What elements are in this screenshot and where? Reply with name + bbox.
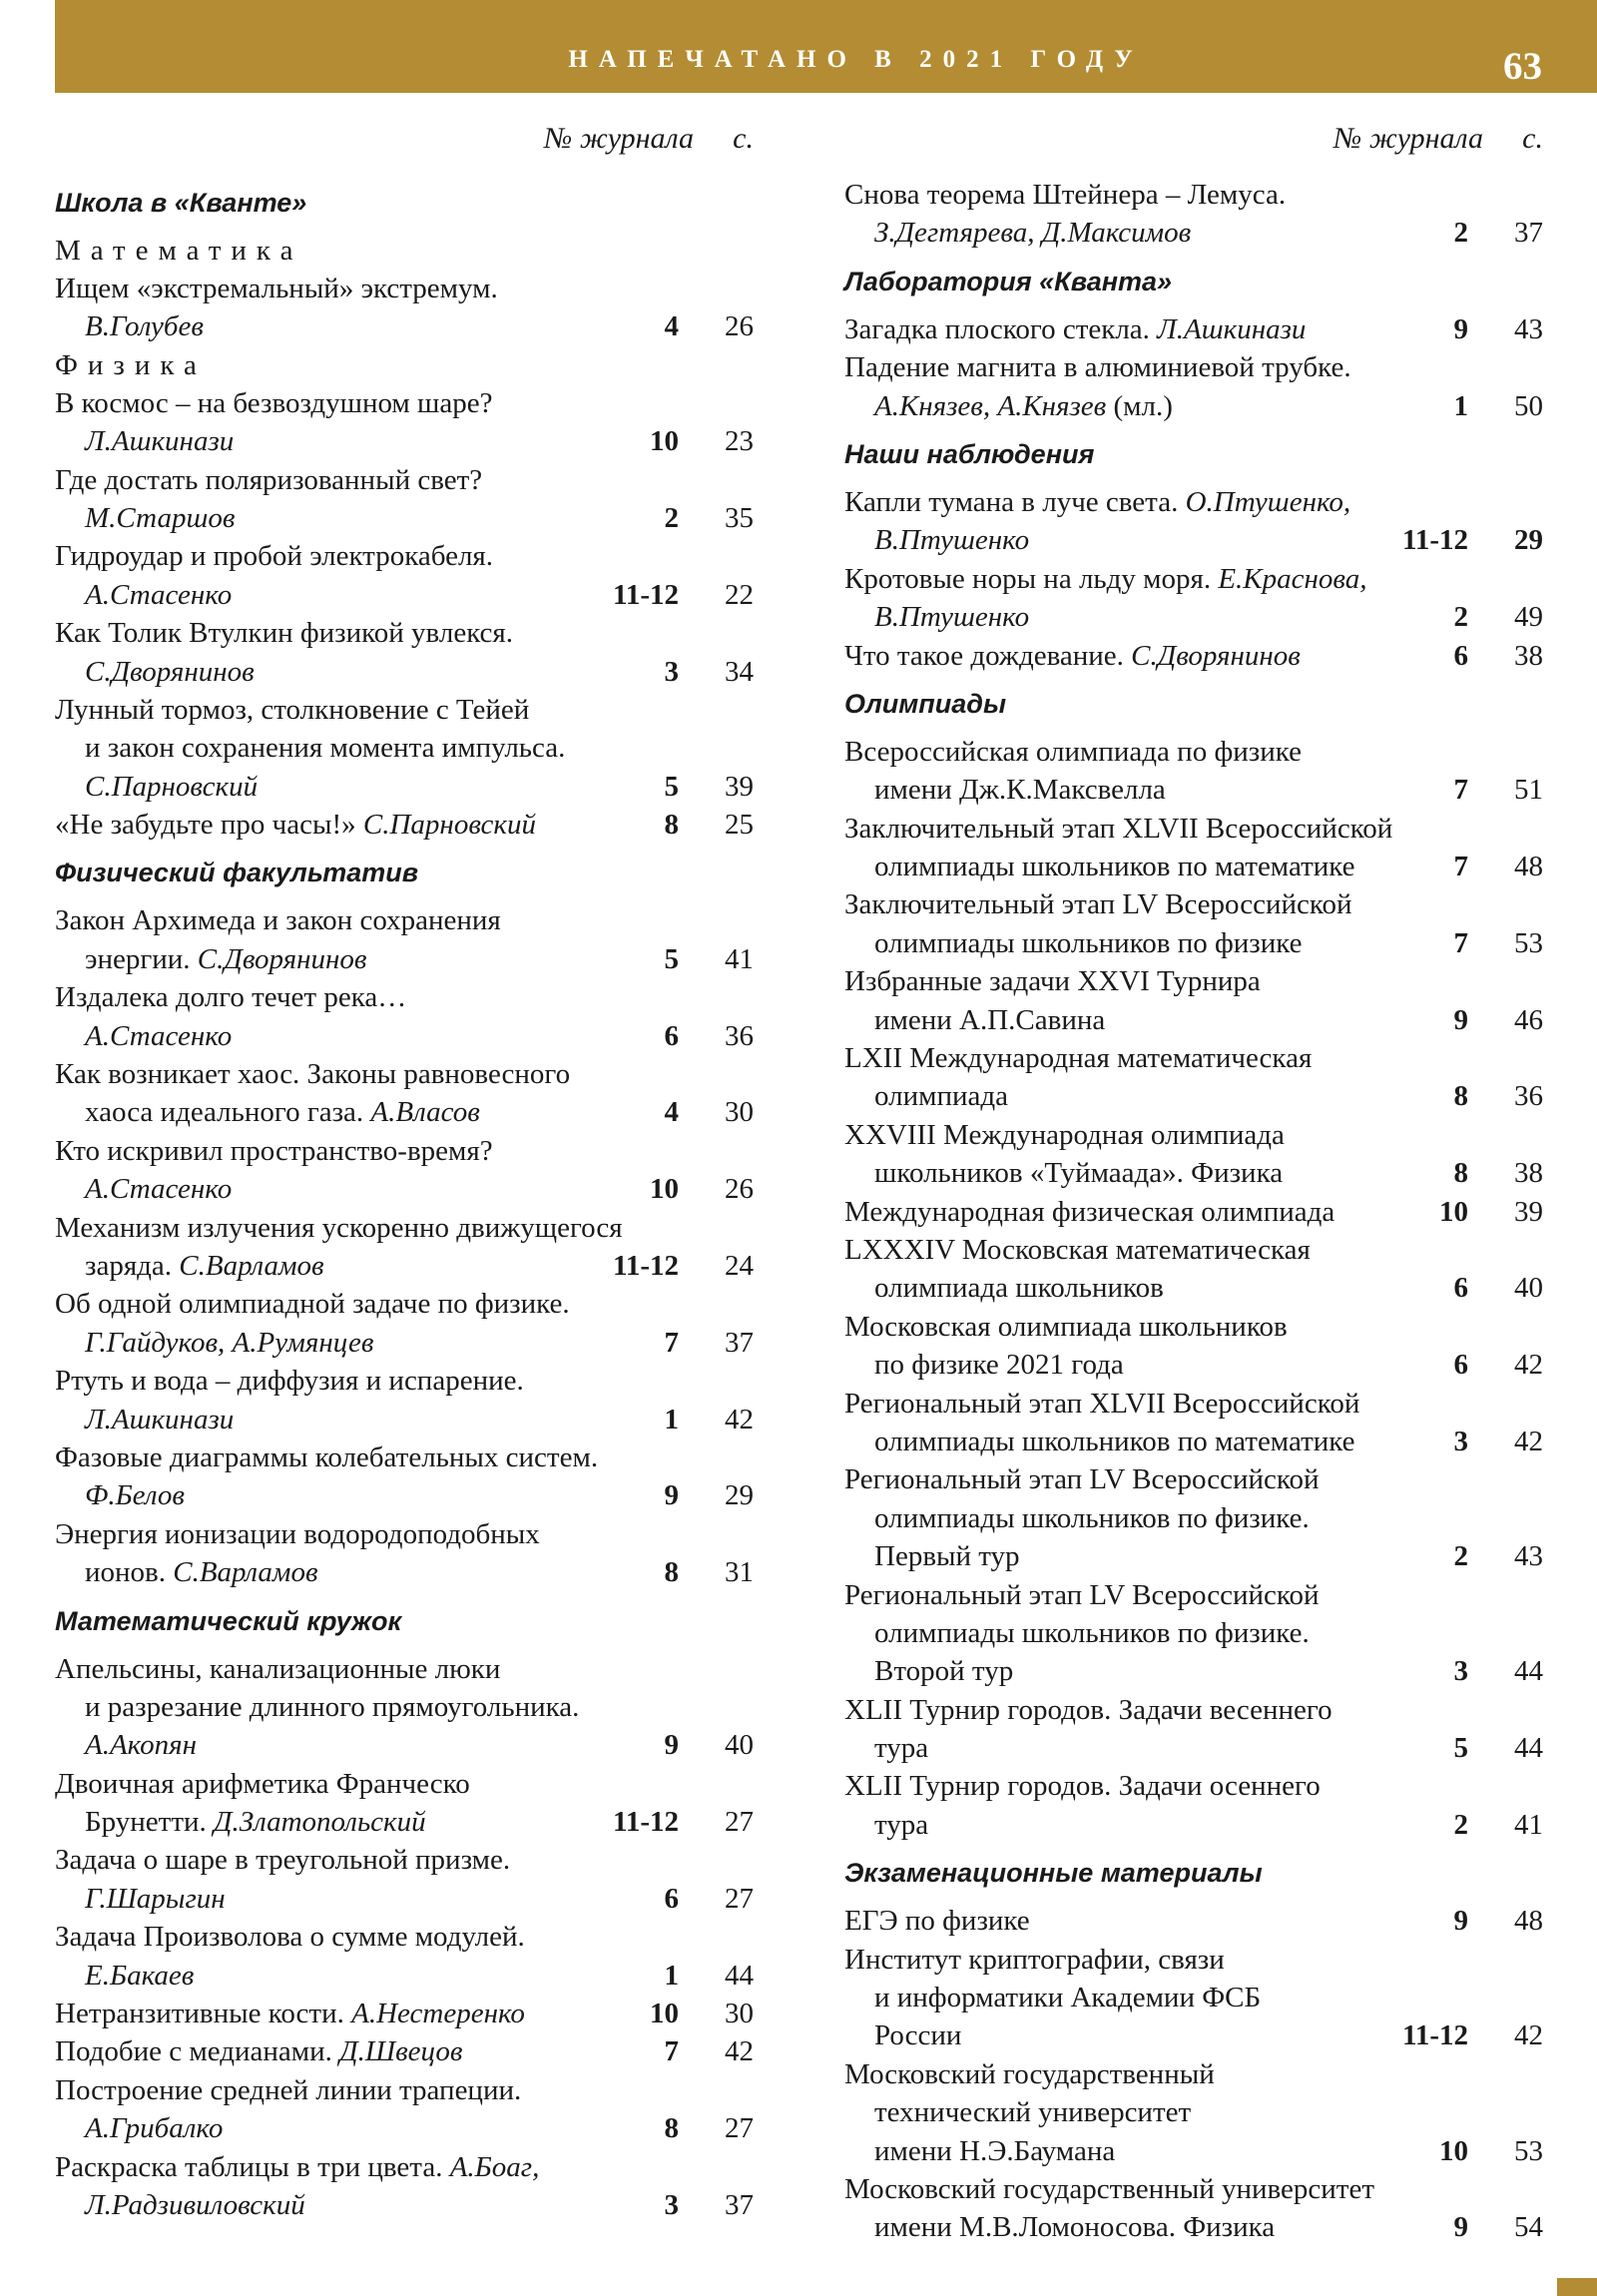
toc-entry[interactable] <box>844 885 1543 962</box>
entry-author: Л.Радзивиловский <box>85 2188 305 2221</box>
toc-entry[interactable] <box>844 1308 1543 1385</box>
issue-column-header: № журнала <box>544 122 694 155</box>
entry-issue: 10 <box>650 425 679 458</box>
entry-issue: 6 <box>1453 1272 1468 1305</box>
entry-issue: 8 <box>664 1556 679 1589</box>
toc-entry[interactable] <box>55 270 754 346</box>
entry-title: Заключительный этап XLVII Всероссийской <box>844 812 1393 845</box>
entry-author: В.Голубев <box>85 310 204 343</box>
toc-entry[interactable] <box>55 384 754 461</box>
entry-issue: 9 <box>664 1479 679 1512</box>
toc-entry[interactable] <box>55 1132 754 1209</box>
section-heading: Физический факультатив <box>55 858 419 888</box>
entry-page: 42 <box>725 2035 754 2068</box>
entry-author: Д.Златопольский <box>214 1806 426 1839</box>
entry-page: 50 <box>1514 389 1543 422</box>
entry-page: 22 <box>725 578 754 611</box>
entry-issue: 5 <box>664 770 679 803</box>
entry-page: 46 <box>1514 1003 1543 1036</box>
entry-page: 44 <box>725 1959 754 1992</box>
entry-page: 42 <box>1514 1349 1543 1382</box>
toc-entry[interactable] <box>844 483 1543 560</box>
entry-issue: 6 <box>664 1019 679 1052</box>
entry-page: 43 <box>1514 1540 1543 1573</box>
entry-issue: 9 <box>1453 1003 1468 1036</box>
entry-title-cont: тура <box>874 1732 929 1765</box>
entry-issue: 3 <box>1453 1425 1468 1457</box>
entry-issue: 3 <box>1453 1655 1468 1688</box>
toc-entry[interactable] <box>55 2071 754 2148</box>
entry-title: Региональный этап XLVII Всероссийской <box>844 1387 1360 1420</box>
entry-issue: 6 <box>1453 639 1468 672</box>
section-heading: Математический кружок <box>55 1605 402 1636</box>
section-heading: Наши наблюдения <box>844 438 1095 469</box>
toc-entry[interactable] <box>844 1385 1543 1461</box>
entry-author: О.Птушенко, <box>1185 485 1351 518</box>
entry-title: «Не забудьте про часы!» <box>55 809 356 842</box>
entry-title-cont: тура <box>874 1808 929 1841</box>
entry-page: 51 <box>1514 774 1543 807</box>
entry-issue: 5 <box>664 942 679 975</box>
entry-issue: 8 <box>1453 1157 1468 1190</box>
entry-title-cont: олимпиады школьников по физике <box>874 926 1303 959</box>
entry-page: 42 <box>1514 1425 1543 1457</box>
entry-title: Институт криптографии, связи <box>844 1943 1225 1976</box>
entry-issue: 1 <box>664 1959 679 1992</box>
entry-author: С.Дворянинов <box>1131 639 1301 672</box>
toc-entry[interactable] <box>844 1231 1543 1308</box>
entry-title: XLII Турнир городов. Задачи весеннего <box>844 1693 1332 1726</box>
toc-entry[interactable] <box>844 176 1543 253</box>
right-column <box>844 114 1543 2247</box>
entry-issue: 11-12 <box>1401 524 1468 557</box>
entry-page: 38 <box>1514 1157 1543 1190</box>
entry-page: 34 <box>725 655 754 688</box>
toc-entry[interactable] <box>844 1941 1543 2055</box>
entry-page: 30 <box>725 1998 754 2030</box>
page-header-bar <box>55 0 1597 93</box>
toc-entry[interactable] <box>844 2170 1543 2247</box>
entry-title: Фазовые диаграммы колебательных систем. <box>55 1440 599 1473</box>
entry-issue: 8 <box>664 2112 679 2145</box>
entry-title: Заключительный этап LV Всероссийской <box>844 888 1352 921</box>
entry-author: С.Парновский <box>85 770 259 803</box>
toc-entry[interactable] <box>55 1515 754 1592</box>
toc-entry[interactable] <box>55 1438 754 1515</box>
entry-title: Как Толик Втулкин физикой увлекся. <box>55 617 514 650</box>
toc-entry[interactable] <box>844 1576 1543 1691</box>
section-heading: Лаборатория «Кванта» <box>844 266 1173 296</box>
entry-title-cont: по физике 2021 года <box>874 1349 1124 1382</box>
entry-page: 53 <box>1514 926 1543 959</box>
issue-column-header: № журнала <box>1333 122 1483 155</box>
entry-issue: 8 <box>1453 1080 1468 1113</box>
entry-title-cont: и информатики Академии ФСБ <box>874 1982 1262 2014</box>
entry-issue: 7 <box>1453 926 1468 959</box>
entry-title: LXII Международная математическая <box>844 1042 1313 1075</box>
entry-author: Ф.Белов <box>85 1479 185 1512</box>
entry-title: Где достать поляризованный свет? <box>55 463 483 496</box>
entry-title: Региональный этап LV Всероссийской <box>844 1463 1320 1496</box>
entry-page: 43 <box>1514 312 1543 345</box>
entry-page: 37 <box>725 2188 754 2221</box>
entry-title-cont: хаоса идеального газа. <box>85 1096 364 1129</box>
entry-page: 40 <box>1514 1272 1543 1305</box>
entry-issue: 9 <box>1453 312 1468 345</box>
left-column <box>55 114 754 2224</box>
entry-issue: 7 <box>664 1326 679 1359</box>
entry-page: 25 <box>725 809 754 842</box>
entry-page: 31 <box>725 1556 754 1589</box>
toc-entry[interactable] <box>55 1055 754 1132</box>
entry-issue: 6 <box>664 1882 679 1915</box>
entry-title-cont: имени Н.Э.Баумана <box>874 2134 1116 2167</box>
toc-entry[interactable] <box>844 1902 1543 1940</box>
entry-title: Снова теорема Штейнера – Лемуса. <box>844 179 1287 211</box>
entry-page: 35 <box>725 501 754 534</box>
entry-page: 29 <box>725 1479 754 1512</box>
entry-page: 37 <box>1514 217 1543 250</box>
entry-page: 42 <box>725 1403 754 1435</box>
entry-issue: 5 <box>1453 1732 1468 1765</box>
entry-author: Г.Шарыгин <box>85 1882 226 1915</box>
entry-issue: 11-12 <box>612 1249 679 1282</box>
toc-entry[interactable] <box>844 1691 1543 1768</box>
entry-issue: 4 <box>664 1096 679 1129</box>
entry-title: Нетранзитивные кости. <box>55 1998 344 2030</box>
entry-issue: 9 <box>664 1729 679 1762</box>
toc-entry[interactable] <box>55 978 754 1055</box>
toc-entry[interactable] <box>55 2032 754 2070</box>
entry-issue: 10 <box>650 1998 679 2030</box>
entry-issue: 7 <box>1453 851 1468 883</box>
entry-author: В.Птушенко <box>874 524 1030 557</box>
toc-entry[interactable] <box>844 733 1543 810</box>
entry-page: 53 <box>1514 2134 1543 2167</box>
page-column-header: с. <box>733 122 754 155</box>
entry-issue: 10 <box>1439 2134 1468 2167</box>
subsection-heading: Математика <box>55 235 303 267</box>
entry-author: А.Власов <box>370 1096 480 1129</box>
entry-title: Московская олимпиада школьников <box>844 1310 1288 1343</box>
entry-title-cont: олимпиада <box>874 1080 1008 1113</box>
entry-author: З.Дегтярева, Д.Максимов <box>874 217 1192 250</box>
toc-entry[interactable] <box>844 310 1543 348</box>
entry-issue: 7 <box>664 2035 679 2068</box>
entry-author: Г.Гайдуков, А.Румянцев <box>85 1326 374 1359</box>
toc-entry[interactable] <box>55 2148 754 2225</box>
section-heading: Экзаменационные материалы <box>844 1858 1263 1889</box>
entry-issue: 11-12 <box>1401 2019 1468 2052</box>
entry-issue: 10 <box>1439 1195 1468 1228</box>
entry-page: 41 <box>1514 1808 1543 1841</box>
toc-entry[interactable] <box>55 614 754 691</box>
toc-entry[interactable] <box>844 962 1543 1039</box>
toc-entry[interactable] <box>844 637 1543 675</box>
entry-title: Двоичная арифметика Франческо <box>55 1767 470 1800</box>
entry-title: Механизм излучения ускоренно движущегося <box>55 1211 623 1244</box>
entry-title: Апельсины, канализационные люки <box>55 1652 501 1685</box>
entry-issue: 2 <box>1453 1808 1468 1841</box>
entry-page: 54 <box>1514 2211 1543 2244</box>
entry-title-cont: олимпиады школьников по математике <box>874 851 1355 883</box>
entry-title-cont: олимпиады школьников по физике. <box>874 1501 1310 1534</box>
entry-author: Л.Ашкинази <box>85 1403 235 1435</box>
entry-title: Как возникает хаос. Законы равновесного <box>55 1058 571 1091</box>
entry-page: 40 <box>725 1729 754 1762</box>
entry-page: 39 <box>1514 1195 1543 1228</box>
toc-entry[interactable] <box>55 691 754 806</box>
entry-title: Лунный тормоз, столкновение с Тейей <box>55 693 530 726</box>
entry-page: 38 <box>1514 639 1543 672</box>
entry-issue: 8 <box>664 809 679 842</box>
entry-page: 26 <box>725 1173 754 1206</box>
entry-title: LXXXIV Московская математическая <box>844 1233 1311 1266</box>
entry-title: Подобие с медианами. <box>55 2035 332 2068</box>
entry-title-cont: олимпиада школьников <box>874 1272 1164 1305</box>
entry-title-cont: ионов. <box>85 1556 166 1589</box>
entry-title: Падение магнита в алюминиевой трубке. <box>844 351 1351 384</box>
entry-page: 27 <box>725 1882 754 1915</box>
entry-title: Всероссийская олимпиада по физике <box>844 735 1302 768</box>
entry-title: Загадка плоского стекла. <box>844 312 1150 345</box>
entry-page: 39 <box>725 770 754 803</box>
entry-title-cont: энергии. <box>85 942 191 975</box>
entry-title: Энергия ионизации водородоподобных <box>55 1517 540 1550</box>
entry-title: Что такое дождевание. <box>844 639 1124 672</box>
entry-page: 42 <box>1514 2019 1543 2052</box>
entry-title-cont: олимпиады школьников по физике. <box>874 1616 1310 1649</box>
entry-page: 48 <box>1514 1905 1543 1938</box>
entry-author: Е.Бакаев <box>85 1959 195 1992</box>
entry-issue: 4 <box>664 310 679 343</box>
entry-title-cont: России <box>874 2019 962 2052</box>
entry-issue: 3 <box>664 655 679 688</box>
entry-page: 48 <box>1514 851 1543 883</box>
entry-title: Региональный этап LV Всероссийской <box>844 1578 1320 1611</box>
entry-title: Кто искривил пространство-время? <box>55 1134 493 1167</box>
page-column-header: с. <box>1522 122 1543 155</box>
toc-entry[interactable] <box>844 2055 1543 2170</box>
entry-author: А.Стасенко <box>85 1173 233 1206</box>
entry-author: М.Старшов <box>85 501 236 534</box>
entry-title: Ищем «экстремальный» экстремум. <box>55 273 498 304</box>
entry-author: Е.Краснова, <box>1218 562 1367 595</box>
entry-issue: 2 <box>664 501 679 534</box>
entry-author: А.Стасенко <box>85 1019 233 1052</box>
entry-title-cont: олимпиады школьников по математике <box>874 1425 1355 1457</box>
entry-author: А.Нестеренко <box>351 1998 525 2030</box>
section-heading: Школа в «Кванте» <box>55 188 307 218</box>
entry-title: Кротовые норы на льду моря. <box>844 562 1212 595</box>
toc-entry[interactable] <box>55 537 754 614</box>
entry-page: 30 <box>725 1096 754 1129</box>
entry-author: А.Грибалко <box>85 2112 224 2145</box>
entry-title: Гидроудар и пробой электрокабеля. <box>55 540 494 573</box>
corner-accent-block <box>1557 2278 1597 2296</box>
entry-page: 41 <box>725 942 754 975</box>
entry-title-cont: и разрезание длинного прямоугольника. <box>85 1690 580 1723</box>
toc-entry[interactable] <box>55 806 754 844</box>
entry-title-cont: технический университет <box>874 2096 1192 2129</box>
entry-title: Московский государственный <box>844 2057 1215 2090</box>
entry-title: Задача Произволова о сумме модулей. <box>55 1921 525 1954</box>
entry-issue: 3 <box>664 2188 679 2221</box>
entry-title: XXVIII Международная олимпиада <box>844 1118 1285 1151</box>
subsection-heading: Физика <box>55 348 207 381</box>
entry-author: Д.Швецов <box>339 2035 463 2068</box>
toc-entry[interactable] <box>55 901 754 978</box>
entry-issue: 9 <box>1453 1905 1468 1938</box>
entry-author: С.Варламов <box>179 1249 324 1282</box>
entry-issue: 7 <box>1453 774 1468 807</box>
entry-issue: 1 <box>664 1403 679 1435</box>
entry-author: Л.Ашкинази <box>85 425 235 458</box>
toc-entry[interactable] <box>55 1285 754 1362</box>
entry-title-cont: имени Дж.К.Максвелла <box>874 774 1166 807</box>
toc-entry[interactable] <box>844 348 1543 425</box>
entry-author: С.Дворянинов <box>85 655 255 688</box>
entry-title: Капли тумана в луче света. <box>844 485 1179 518</box>
toc-entry[interactable] <box>844 810 1543 886</box>
entry-issue: 9 <box>1453 2211 1468 2244</box>
section-heading: Олимпиады <box>844 688 1007 719</box>
entry-issue: 10 <box>650 1173 679 1206</box>
entry-title-cont: Второй тур <box>874 1655 1014 1688</box>
entry-page: 26 <box>725 310 754 343</box>
entry-issue: 6 <box>1453 1349 1468 1382</box>
entry-page: 27 <box>725 2112 754 2145</box>
entry-author-suffix: (мл.) <box>1113 389 1173 422</box>
page-number: 63 <box>1503 45 1542 88</box>
toc-entry[interactable] <box>844 1193 1543 1231</box>
entry-author: А.Акопян <box>85 1729 198 1762</box>
entry-issue: 2 <box>1453 601 1468 634</box>
toc-entry[interactable] <box>55 1650 754 1765</box>
toc-entry[interactable] <box>55 1765 754 1842</box>
toc-entry[interactable] <box>844 1116 1543 1193</box>
entry-title: Издалека долго течет река… <box>55 981 407 1014</box>
toc-entry[interactable] <box>55 1362 754 1438</box>
toc-entry[interactable] <box>55 1918 754 1995</box>
entry-title: В космос – на безвоздушном шаре? <box>55 386 493 419</box>
entry-issue: 2 <box>1453 1540 1468 1573</box>
entry-author: А.Боаг, <box>449 2150 540 2183</box>
toc-entry[interactable] <box>55 1209 754 1286</box>
entry-title: Раскраска таблицы в три цвета. <box>55 2150 443 2183</box>
entry-issue: 11-12 <box>612 1806 679 1839</box>
toc-entry[interactable] <box>55 1995 754 2032</box>
entry-title-cont: заряда. <box>85 1249 173 1282</box>
entry-title: Закон Архимеда и закон сохранения <box>55 904 501 937</box>
entry-title: Международная физическая олимпиада <box>844 1195 1335 1228</box>
toc-entry[interactable] <box>844 1039 1543 1116</box>
column-header <box>55 114 754 174</box>
entry-page: 37 <box>725 1326 754 1359</box>
entry-title: Об одной олимпиадной задаче по физике. <box>55 1288 570 1321</box>
entry-page: 36 <box>725 1019 754 1052</box>
entry-page: 36 <box>1514 1080 1543 1113</box>
toc-entry[interactable] <box>844 560 1543 637</box>
entry-author: А.Князев, А.Князев <box>874 389 1107 422</box>
toc-entry[interactable] <box>55 1841 754 1918</box>
entry-title-cont: Брунетти. <box>85 1806 207 1839</box>
entry-page: 44 <box>1514 1655 1543 1688</box>
entry-title-cont: школьников «Туймаада». Физика <box>874 1157 1284 1190</box>
entry-author: В.Птушенко <box>874 601 1030 634</box>
entry-page: 49 <box>1514 601 1543 634</box>
entry-title-cont: имени А.П.Савина <box>874 1003 1106 1036</box>
running-title: НАПЕЧАТАНО В 2021 ГОДУ <box>568 46 1144 73</box>
entry-title-cont: имени М.В.Ломоносова. Физика <box>874 2211 1276 2244</box>
column-header <box>844 114 1543 174</box>
entry-issue: 11-12 <box>612 578 679 611</box>
toc-entry[interactable] <box>844 1767 1543 1844</box>
entry-issue: 2 <box>1453 217 1468 250</box>
entry-title: Задача о шаре в треугольной призме. <box>55 1844 511 1877</box>
entry-author: С.Парновский <box>362 809 536 842</box>
entry-page: 44 <box>1514 1732 1543 1765</box>
toc-entry[interactable] <box>55 461 754 538</box>
entry-author: С.Варламов <box>173 1556 318 1589</box>
entry-page: 27 <box>725 1806 754 1839</box>
entry-issue: 1 <box>1453 389 1468 422</box>
entry-author: Л.Ашкинази <box>1157 312 1307 345</box>
entry-title-cont: Первый тур <box>874 1540 1020 1573</box>
entry-title: XLII Турнир городов. Задачи осеннего <box>844 1770 1321 1803</box>
entry-page: 23 <box>725 425 754 458</box>
entry-title: Ртуть и вода – диффузия и испарение. <box>55 1365 524 1398</box>
entry-title: Московский государственный университет <box>844 2172 1375 2205</box>
entry-page: 29 <box>1514 524 1543 557</box>
entry-page: 24 <box>725 1249 754 1282</box>
entry-title: Построение средней линии трапеции. <box>55 2073 522 2106</box>
entry-title: ЕГЭ по физике <box>844 1905 1030 1938</box>
entry-author: А.Стасенко <box>85 578 233 611</box>
entry-title: Избранные задачи XXVI Турнира <box>844 965 1261 998</box>
toc-entry[interactable] <box>844 1460 1543 1575</box>
entry-title-cont: и закон сохранения момента импульса. <box>85 732 566 765</box>
entry-author: С.Дворянинов <box>197 942 367 975</box>
